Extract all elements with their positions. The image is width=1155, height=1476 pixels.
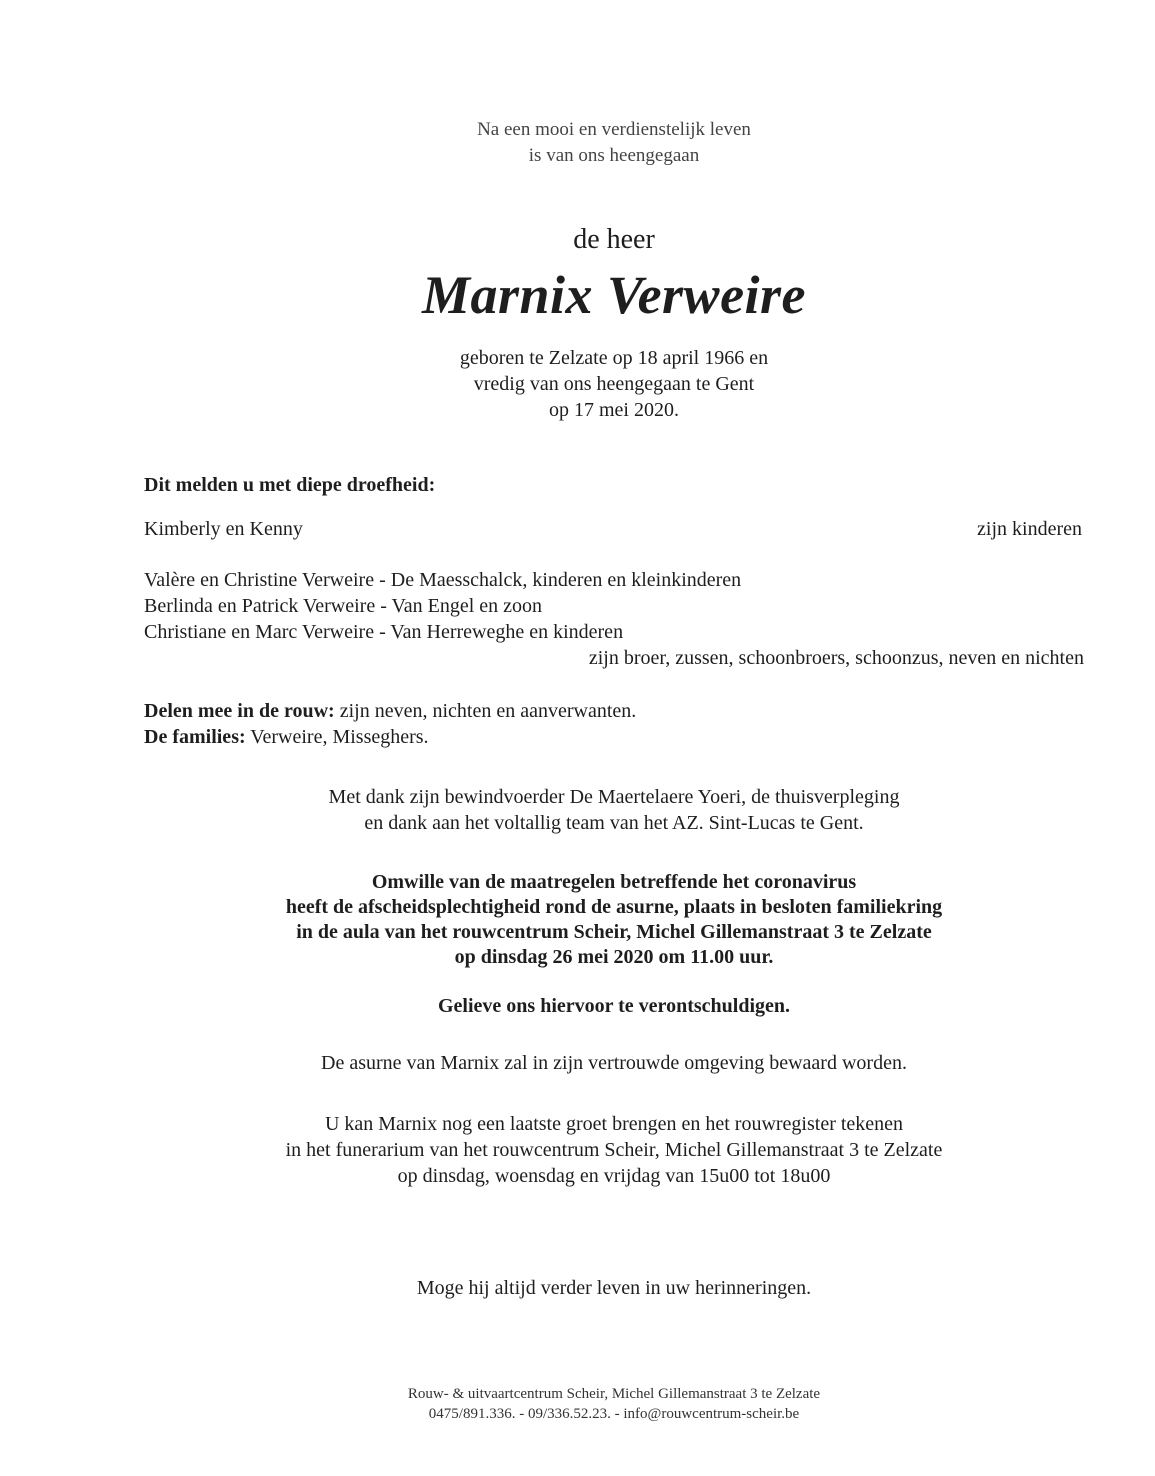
family-line: Berlinda en Patrick Verweire - Van Engel en zoon	[144, 595, 543, 617]
families-text: Verweire, Misseghers.	[245, 726, 429, 748]
intro-text	[0, 117, 1155, 169]
ceremony-line: Omwille van de maatregelen betreffende het coronavirus	[371, 871, 857, 893]
visit-info	[0, 1111, 1155, 1189]
ceremony-line: op dinsdag 26 mei 2020 om 11.00 uur.	[454, 946, 774, 968]
mourn-text: zijn neven, nichten en aanverwanten.	[334, 700, 637, 722]
visit-line: op dinsdag, woensdag en vrijdag van 15u00 tot 18u00	[397, 1165, 831, 1187]
title-prefix: de heer	[573, 224, 655, 255]
announcement-heading: Dit melden u met diepe droefheid:	[144, 474, 436, 496]
ceremony-line: in de aula van het rouwcentrum Scheir, Michel Gillemanstraat 3 te Zelzate	[296, 921, 932, 943]
birth-line: vredig van ons heengegaan te Gent	[473, 373, 755, 395]
mourn-line	[144, 698, 1084, 724]
families-label: De families:	[144, 726, 246, 748]
children-relation: zijn kinderen	[977, 518, 1082, 540]
family-list	[144, 567, 1084, 671]
family-line: Christiane en Marc Verweire - Van Herreweghe en kinderen	[144, 621, 624, 643]
footer-address: Rouw- & uitvaartcentrum Scheir, Michel Gillemanstraat 3 te Zelzate	[407, 1386, 821, 1402]
intro-line: Na een mooi en verdienstelijk leven	[477, 119, 751, 140]
footer-contact: 0475/891.336. - 09/336.52.23. - info@rouwcentrum-scheir.be	[428, 1406, 800, 1422]
visit-line: U kan Marnix nog een laatste groet brengen en het rouwregister tekenen	[324, 1113, 904, 1135]
mourn-label: Delen mee in de rouw:	[144, 700, 335, 722]
urn-text: De asurne van Marnix zal in zijn vertrouwde omgeving bewaard worden.	[321, 1052, 907, 1074]
family-relation: zijn broer, zussen, schoonbroers, schoonzus, neven en nichten	[588, 647, 1084, 669]
thanks-text	[0, 784, 1155, 836]
family-line: Valère en Christine Verweire - De Maesschalck, kinderen en kleinkinderen	[144, 569, 742, 591]
families-line	[144, 724, 1084, 750]
birth-details	[0, 345, 1155, 423]
children-names: Kimberly en Kenny	[144, 518, 303, 540]
mourning-section	[144, 698, 1084, 750]
thanks-line: Met dank zijn bewindvoerder De Maertelaere Yoeri, de thuisverpleging	[328, 786, 900, 808]
birth-line: op 17 mei 2020.	[549, 399, 679, 421]
footer	[0, 1384, 1155, 1424]
closing-text: Moge hij altijd verder leven in uw herinneringen.	[416, 1277, 812, 1299]
visit-line: in het funerarium van het rouwcentrum Scheir, Michel Gillemanstraat 3 te Zelzate	[285, 1139, 943, 1161]
ceremony-notice	[0, 870, 1155, 970]
children-row	[144, 516, 1082, 542]
apology-text: Gelieve ons hiervoor te verontschuldigen.	[437, 995, 790, 1017]
deceased-name: Marnix Verweire	[421, 265, 807, 325]
intro-line: is van ons heengegaan	[528, 145, 700, 166]
ceremony-line: heeft de afscheidsplechtigheid rond de asurne, plaats in besloten familiekring	[285, 896, 943, 918]
thanks-line: en dank aan het voltallig team van het AZ. Sint-Lucas te Gent.	[364, 812, 864, 834]
birth-line: geboren te Zelzate op 18 april 1966 en	[459, 347, 769, 369]
